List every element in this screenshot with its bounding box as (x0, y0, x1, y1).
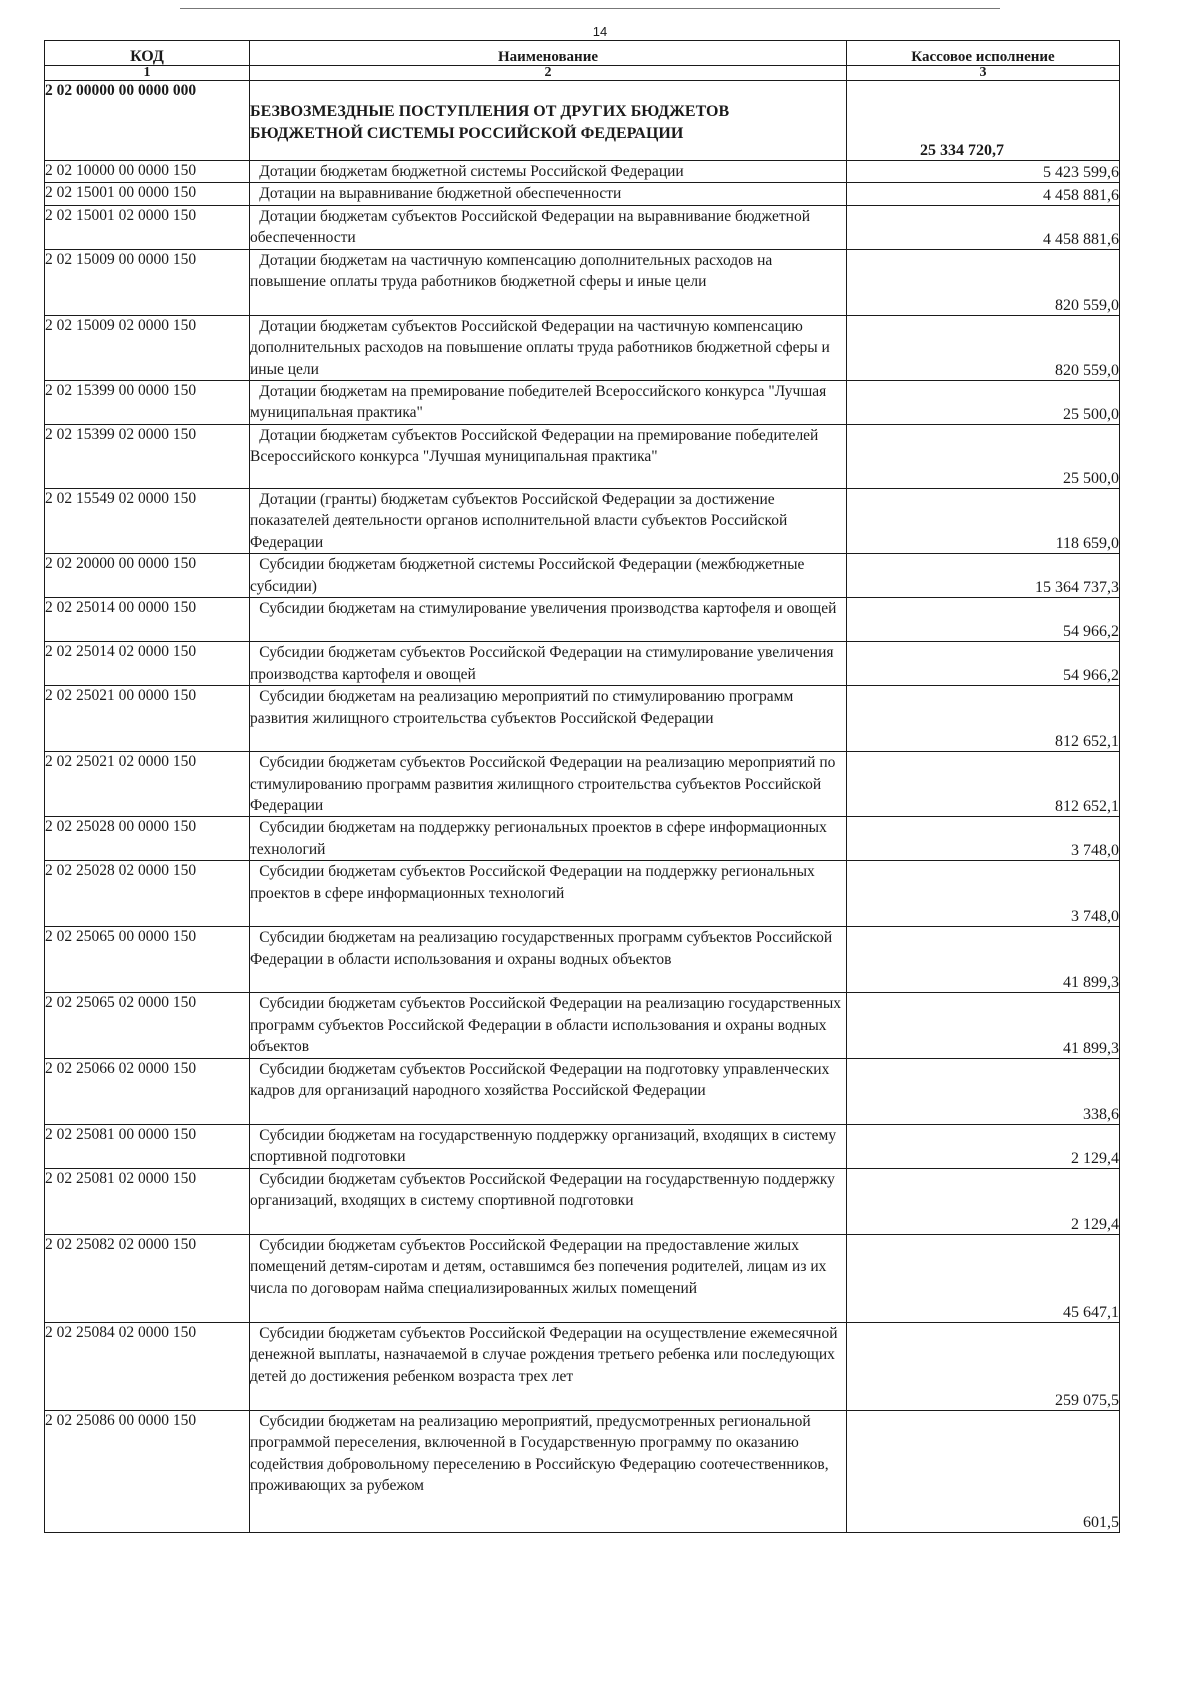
row-name: Субсидии бюджетам на стимулирование увеличения производства картофеля и овощей (250, 598, 847, 642)
table-row (45, 489, 1120, 554)
row-code: 2 02 15009 02 0000 150 (45, 315, 250, 380)
row-name: Субсидии бюджетам субъектов Российской Федерации на предоставление жилых помещений детям-сиротам и детям, оставшимся без попечения родителей, лицам из их числа по договорам найма специализированных жилых помещений (250, 1234, 847, 1322)
row-value: 2 129,4 (847, 1124, 1120, 1168)
revenue-table (44, 40, 1120, 1533)
table-row (45, 81, 1120, 161)
row-name: Субсидии бюджетам субъектов Российской Федерации на государственную поддержку организаций, входящих в систему спортивной подготовки (250, 1168, 847, 1234)
row-name: БЕЗВОЗМЕЗДНЫЕ ПОСТУПЛЕНИЯ ОТ ДРУГИХ БЮДЖЕТОВ БЮДЖЕТНОЙ СИСТЕМЫ РОССИЙСКОЙ ФЕДЕРАЦИИ (250, 81, 847, 161)
row-code: 2 02 15001 02 0000 150 (45, 205, 250, 249)
table-row (45, 315, 1120, 380)
row-value: 25 334 720,7 (847, 81, 1120, 161)
row-code: 2 02 25014 00 0000 150 (45, 598, 250, 642)
row-name: Дотации бюджетам бюджетной системы Российской Федерации (250, 161, 847, 183)
row-value: 54 966,2 (847, 598, 1120, 642)
table-row (45, 993, 1120, 1058)
row-value: 812 652,1 (847, 686, 1120, 752)
row-code: 2 02 15399 02 0000 150 (45, 425, 250, 489)
table-row (45, 1234, 1120, 1322)
table-row (45, 642, 1120, 686)
row-code: 2 02 00000 00 0000 000 (45, 81, 250, 161)
row-value: 259 075,5 (847, 1322, 1120, 1410)
row-name: Субсидии бюджетам бюджетной системы Российской Федерации (межбюджетные субсидии) (250, 554, 847, 598)
row-name: Дотации бюджетам субъектов Российской Федерации на премирование победителей Всероссийского конкурса "Лучшая муниципальная практика" (250, 425, 847, 489)
row-value: 54 966,2 (847, 642, 1120, 686)
table-row (45, 249, 1120, 315)
row-code: 2 02 25021 02 0000 150 (45, 752, 250, 817)
row-value: 820 559,0 (847, 315, 1120, 380)
row-code: 2 02 25065 02 0000 150 (45, 993, 250, 1058)
row-name: Субсидии бюджетам субъектов Российской Федерации на поддержку региональных проектов в сфере информационных технологий (250, 861, 847, 927)
row-name: Субсидии бюджетам на поддержку региональных проектов в сфере информационных технологий (250, 817, 847, 861)
row-code: 2 02 25081 00 0000 150 (45, 1124, 250, 1168)
row-value: 118 659,0 (847, 489, 1120, 554)
row-value: 4 458 881,6 (847, 183, 1120, 205)
row-value: 15 364 737,3 (847, 554, 1120, 598)
row-code: 2 02 10000 00 0000 150 (45, 161, 250, 183)
row-code: 2 02 25086 00 0000 150 (45, 1410, 250, 1532)
table-row (45, 1322, 1120, 1410)
top-rule (180, 8, 1000, 9)
row-value: 812 652,1 (847, 752, 1120, 817)
header-value: Кассовое исполнение (847, 41, 1120, 66)
row-name: Дотации бюджетам на премирование победителей Всероссийского конкурса "Лучшая муниципальная практика" (250, 381, 847, 425)
column-number: 1 (45, 66, 250, 81)
row-value: 5 423 599,6 (847, 161, 1120, 183)
row-name: Дотации (гранты) бюджетам субъектов Российской Федерации за достижение показателей деятельности органов исполнительной власти субъектов Российской Федерации (250, 489, 847, 554)
page-number: 14 (592, 24, 608, 39)
header-code: КОД (45, 41, 250, 66)
header-name: Наименование (250, 41, 847, 66)
table-row (45, 205, 1120, 249)
table-row (45, 1410, 1120, 1532)
row-code: 2 02 25084 02 0000 150 (45, 1322, 250, 1410)
row-value: 45 647,1 (847, 1234, 1120, 1322)
row-value: 3 748,0 (847, 817, 1120, 861)
row-code: 2 02 15549 02 0000 150 (45, 489, 250, 554)
row-value: 3 748,0 (847, 861, 1120, 927)
row-name: Субсидии бюджетам субъектов Российской Федерации на подготовку управленческих кадров для организаций народного хозяйства Российской Федерации (250, 1058, 847, 1124)
row-value: 338,6 (847, 1058, 1120, 1124)
table-row (45, 686, 1120, 752)
row-name: Субсидии бюджетам субъектов Российской Федерации на осуществление ежемесячной денежной выплаты, назначаемой в случае рождения третьего ребенка или последующих детей до достижения ребенком возраста трех лет (250, 1322, 847, 1410)
table-body (45, 81, 1120, 1533)
table-row (45, 598, 1120, 642)
row-code: 2 02 25028 02 0000 150 (45, 861, 250, 927)
row-code: 2 02 20000 00 0000 150 (45, 554, 250, 598)
table-row (45, 381, 1120, 425)
row-code: 2 02 25066 02 0000 150 (45, 1058, 250, 1124)
row-value: 820 559,0 (847, 249, 1120, 315)
row-name: Субсидии бюджетам на реализацию мероприятий по стимулированию программ развития жилищного строительства субъектов Российской Федерации (250, 686, 847, 752)
row-value: 41 899,3 (847, 993, 1120, 1058)
table-row (45, 1058, 1120, 1124)
row-code: 2 02 15009 00 0000 150 (45, 249, 250, 315)
row-value: 25 500,0 (847, 425, 1120, 489)
table-row (45, 554, 1120, 598)
row-value: 41 899,3 (847, 927, 1120, 993)
table-row (45, 161, 1120, 183)
table-row (45, 425, 1120, 489)
column-number: 3 (847, 66, 1120, 81)
row-code: 2 02 25028 00 0000 150 (45, 817, 250, 861)
row-value: 4 458 881,6 (847, 205, 1120, 249)
table-row (45, 752, 1120, 817)
column-number-row (45, 66, 1120, 81)
row-code: 2 02 25065 00 0000 150 (45, 927, 250, 993)
row-name: Субсидии бюджетам на реализацию государственных программ субъектов Российской Федерации в области использования и охраны водных объектов (250, 927, 847, 993)
row-code: 2 02 15399 00 0000 150 (45, 381, 250, 425)
row-code: 2 02 25021 00 0000 150 (45, 686, 250, 752)
table-row (45, 861, 1120, 927)
row-name: Субсидии бюджетам субъектов Российской Федерации на реализацию мероприятий по стимулированию программ развития жилищного строительства субъектов Российской Федерации (250, 752, 847, 817)
row-name: Субсидии бюджетам субъектов Российской Федерации на реализацию государственных программ субъектов Российской Федерации в области использования и охраны водных объектов (250, 993, 847, 1058)
table-row (45, 927, 1120, 993)
row-name: Дотации на выравнивание бюджетной обеспеченности (250, 183, 847, 205)
row-name: Субсидии бюджетам на государственную поддержку организаций, входящих в систему спортивной подготовки (250, 1124, 847, 1168)
row-name: Субсидии бюджетам на реализацию мероприятий, предусмотренных региональной программой переселения, включенной в Государственную программу по оказанию содействия добровольному переселению в Российскую Федерацию соотечественников, проживающих за рубежом (250, 1410, 847, 1532)
table-row (45, 1124, 1120, 1168)
row-value: 25 500,0 (847, 381, 1120, 425)
column-number: 2 (250, 66, 847, 81)
row-code: 2 02 25082 02 0000 150 (45, 1234, 250, 1322)
row-name: Дотации бюджетам субъектов Российской Федерации на частичную компенсацию дополнительных расходов на повышение оплаты труда работников бюджетной сферы и иные цели (250, 315, 847, 380)
table-row (45, 817, 1120, 861)
table-row (45, 1168, 1120, 1234)
row-code: 2 02 15001 00 0000 150 (45, 183, 250, 205)
row-code: 2 02 25081 02 0000 150 (45, 1168, 250, 1234)
table-row (45, 183, 1120, 205)
row-name: Дотации бюджетам на частичную компенсацию дополнительных расходов на повышение оплаты труда работников бюджетной сферы и иные цели (250, 249, 847, 315)
row-code: 2 02 25014 02 0000 150 (45, 642, 250, 686)
row-value: 601,5 (847, 1410, 1120, 1532)
row-value: 2 129,4 (847, 1168, 1120, 1234)
row-name: Субсидии бюджетам субъектов Российской Федерации на стимулирование увеличения производства картофеля и овощей (250, 642, 847, 686)
header-row (45, 41, 1120, 66)
row-name: Дотации бюджетам субъектов Российской Федерации на выравнивание бюджетной обеспеченности (250, 205, 847, 249)
